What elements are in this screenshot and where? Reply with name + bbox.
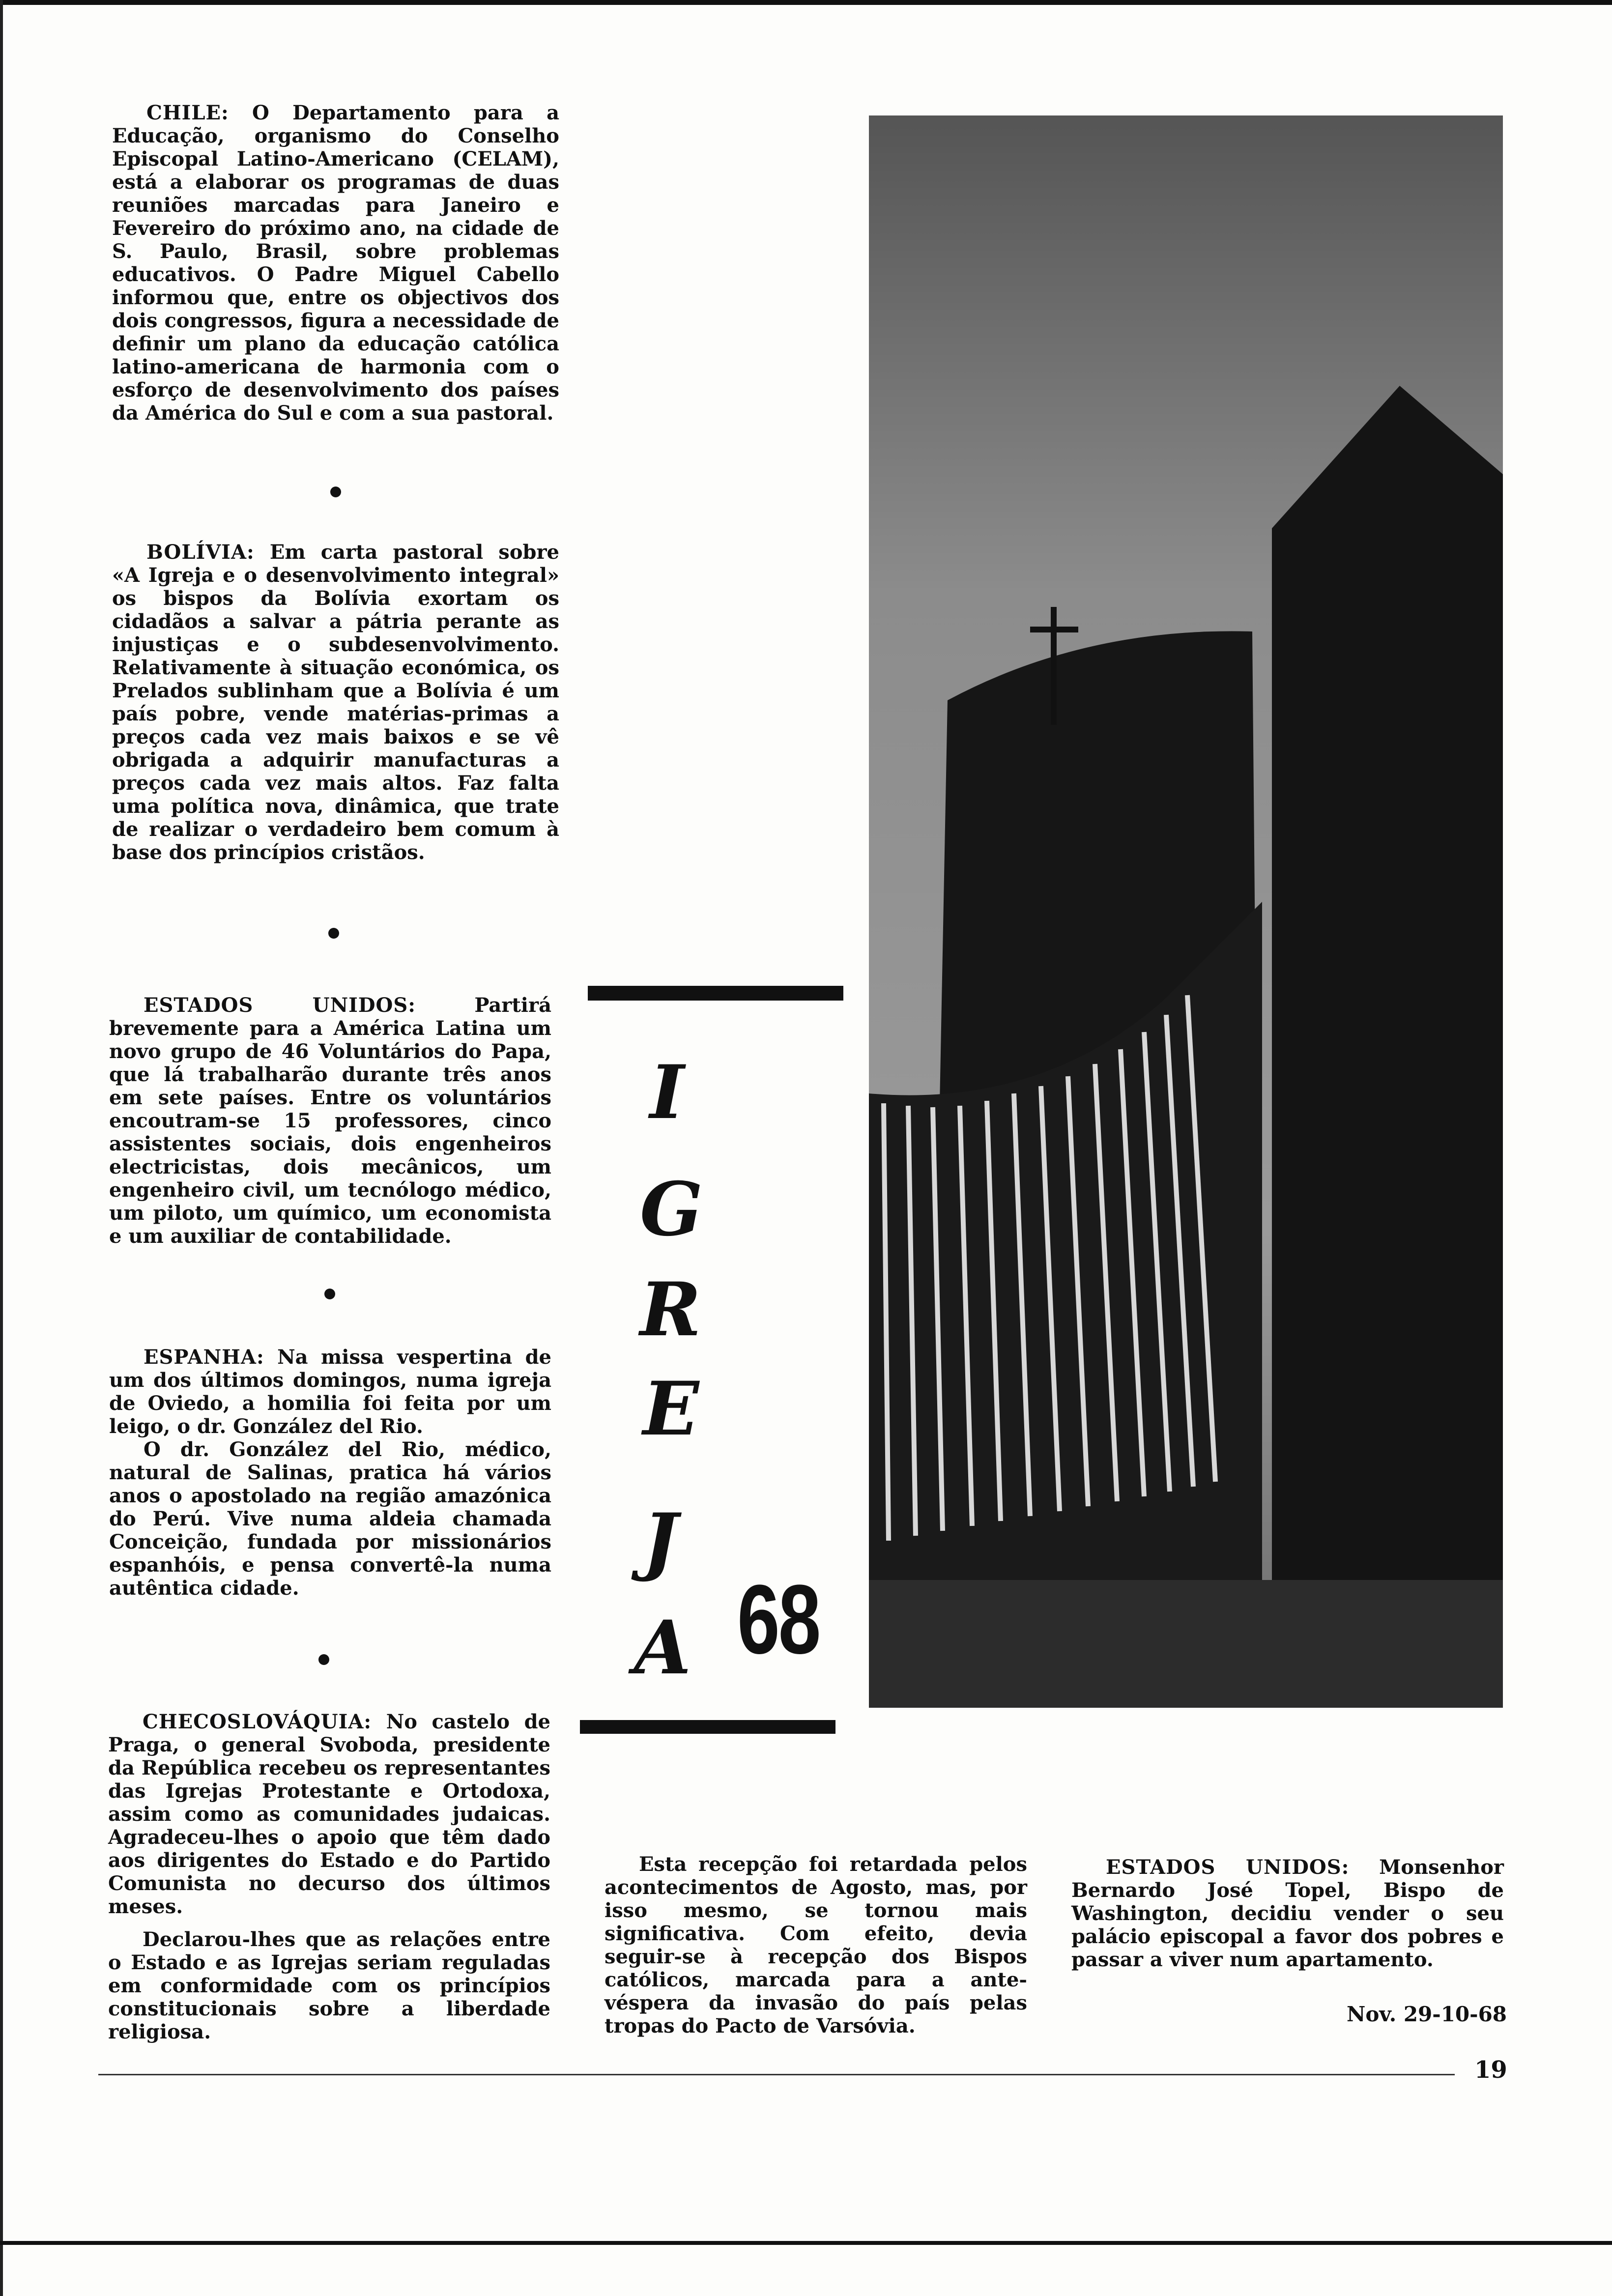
title-bar-top: [588, 986, 843, 1001]
title-letter: G: [640, 1166, 703, 1253]
article-continuation: [604, 1853, 1027, 2038]
title-letter: I: [650, 1049, 685, 1136]
article-lead: ESTADOS UNIDOS:: [144, 994, 416, 1017]
article-espanha: [109, 1346, 551, 1600]
article-text: O dr. González del Rio, médico, natural de Salinas, pratica há vários anos o apostolado na região amazónica do Perú. Vive numa aldeia chamada Conceição, fundada por missionários espanhóis, e pensa convertê-la numa autêntica cidade.: [109, 1438, 551, 1600]
article-text: O Departamento para a Educação, organismo do Conselho Episcopal Latino-Americano (CELAM), está a elaborar os programas de duas reuniões marcadas para Janeiro e Fevereiro do próximo ano, na cidade de S. Paulo, Brasil, sobre problemas educativos. O Padre Miguel Cabello informou que, entre os objectivos dos dois congressos, figura a necessidade de definir um plano da educação católica latino-americana de harmonia com o esforço de desenvolvimento dos países da América do Sul e com a sua pastoral.: [112, 101, 559, 425]
title-letter: A: [634, 1605, 691, 1691]
article-text: No castelo de Praga, o general Svoboda, presidente da República recebeu os representantes das Igrejas Protestante e Ortodoxa, assim como as comunidades judaicas. Agradeceu-lhes o apoio que têm dado aos dirigentes do Estado e do Partido Comunista no decurso dos últimos meses.: [108, 1710, 550, 1918]
page-border-bottom: [0, 2241, 1612, 2245]
title-bar-bottom: [580, 1720, 835, 1734]
article-lead: CHILE:: [146, 101, 229, 124]
title-letter: J: [643, 1497, 678, 1584]
article-lead: ESTADOS UNIDOS:: [1106, 1856, 1350, 1879]
title-letter: E: [643, 1366, 699, 1452]
footer-rule: [98, 2074, 1455, 2075]
page-border-left: [0, 0, 3, 2296]
article-text: Declarou-lhes que as relações entre o Estado e as Igrejas seriam reguladas em conformidade com os princípios constitucionais sobre a liberdade religiosa.: [108, 1928, 550, 2043]
article-lead: ESPANHA:: [144, 1346, 264, 1369]
church-photo-graphic: [869, 115, 1503, 1708]
article-lead: BOLÍVIA:: [146, 541, 255, 564]
bullet-separator: [328, 928, 339, 939]
article-text: Monsenhor Bernardo José Topel, Bispo de Washington, decidiu vender o seu palácio episcopal a favor dos pobres e passar a viver num apartamento.: [1071, 1856, 1504, 1971]
title-year: 68: [737, 1565, 820, 1674]
article-chile: [112, 101, 559, 425]
bullet-separator: [330, 487, 341, 497]
dateline: Nov. 29-10-68: [1347, 2002, 1507, 2026]
title-letter: R: [640, 1266, 701, 1353]
page-border-top: [0, 0, 1612, 5]
article-text: Partirá brevemente para a América Latina um novo grupo de 46 Voluntários do Papa, que lá trabalharão durante três anos em sete países. Entre os voluntários encoutram-se 15 professores, cinco assistentes sociais, dois engenheiros electricistas, dois mecânicos, um engenheiro civil, um tecnólogo médico, um piloto, um químico, um economista e um auxiliar de contabilidade.: [109, 994, 551, 1248]
article-bolivia: [112, 541, 559, 864]
church-photo: [869, 115, 1503, 1708]
article-estados-unidos-2: [1071, 1856, 1504, 1971]
bullet-separator: [318, 1654, 329, 1665]
article-text: Na missa vespertina de um dos últimos domingos, numa igreja de Oviedo, a homilia foi feita por um leigo, o dr. González del Rio.: [109, 1346, 551, 1438]
article-text: Esta recepção foi retardada pelos acontecimentos de Agosto, mas, por isso mesmo, se tornou mais significativa. Com efeito, devia seguir-se à recepção dos Bispos católicos, marcada para a ante-véspera da invasão do país pelas tropas do Pacto de Varsóvia.: [604, 1853, 1027, 2038]
bullet-separator: [324, 1289, 335, 1299]
article-checoslovaquia: [108, 1710, 550, 2043]
article-text: Em carta pastoral sobre «A Igreja e o desenvolvimento integral» os bispos da Bolívia exortam os cidadãos a salvar a pátria perante as injustiças e o subdesenvolvimento. Relativamente à situação económica, os Prelados sublinham que a Bolívia é um país pobre, vende matérias-primas a preços cada vez mais baixos e se vê obrigada a adquirir manufacturas a preços cada vez mais altos. Faz falta uma política nova, dinâmica, que trate de realizar o verdadeiro bem comum à base dos princípios cristãos.: [112, 541, 559, 864]
page-number: 19: [1474, 2056, 1507, 2084]
article-estados-unidos: [109, 994, 551, 1248]
article-lead: CHECOSLOVÁQUIA:: [143, 1710, 372, 1733]
